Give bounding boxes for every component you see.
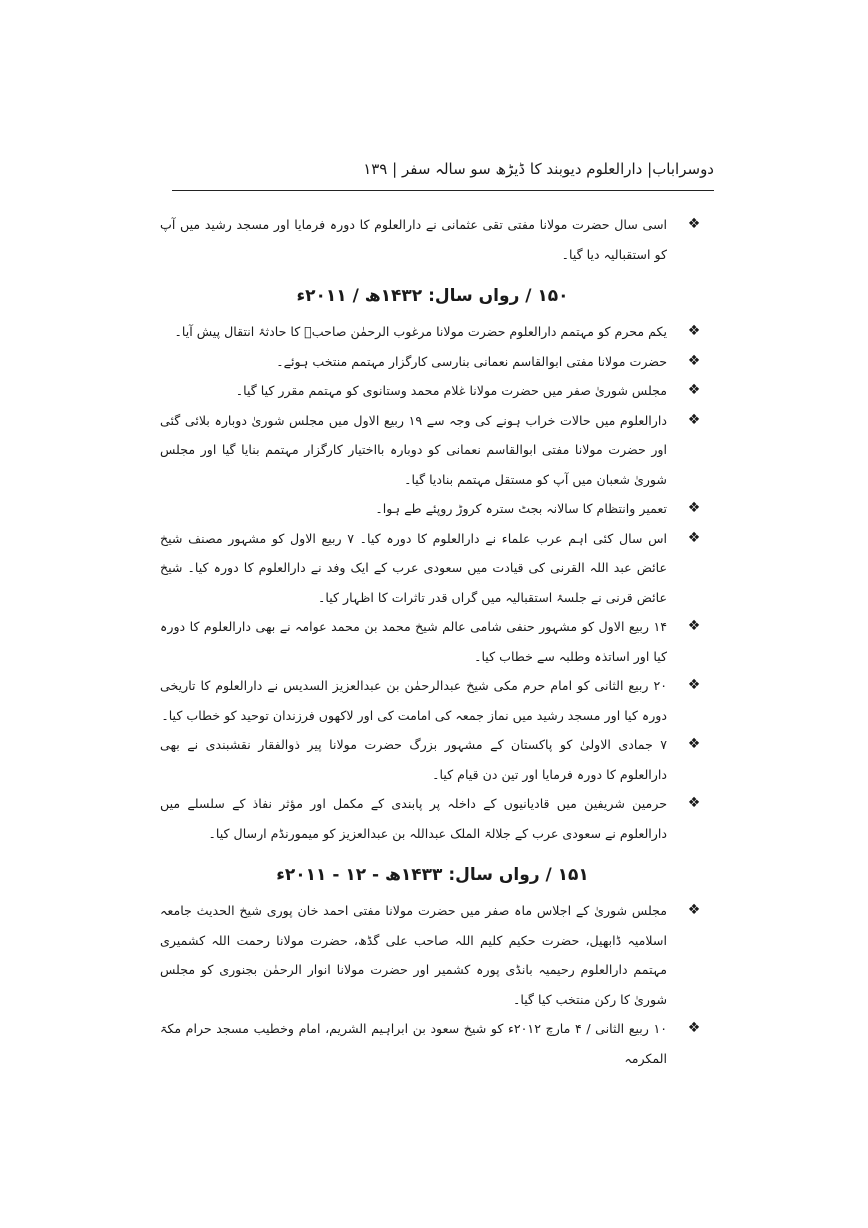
- list-item: ❖ حرمین شریفین میں قادیانیوں کے داخلہ پر پابندی کے مکمل اور مؤثر نفاذ کے سلسلے میں دارالعلوم نے سعودی عرب کے جلالۃ الملک عبداللہ بن عبدالعزیز کو میمورنڈم ارسال کیا۔: [160, 789, 705, 848]
- list-item: ❖ اس سال کئی اہم عرب علماء نے دارالعلوم کا دورہ کیا۔ ۷ ربیع الاول کو مشہور مصنف شیخ عائض عبد اللہ القرنی کی قیادت میں سعودی عرب کے ایک وفد نے دارالعلوم کا دورہ کیا۔ شیخ عائض قرنی نے جلسۂ استقبالیہ میں گراں قدر تاثرات کا اظہار کیا۔: [160, 524, 705, 613]
- diamond-bullet-icon: ❖: [687, 500, 701, 516]
- list-item: ❖ مجلس شوریٰ صفر میں حضرت مولانا غلام محمد وستانوی کو مہتمم مقرر کیا گیا۔: [160, 376, 705, 406]
- diamond-bullet-icon: ❖: [687, 902, 701, 918]
- list-item: ❖ ۲۰ ربیع الثانی کو امام حرم مکی شیخ عبدالرحمٰن بن عبدالعزیز السدیس نے دارالعلوم کا تاریخی دورہ کیا اور مسجد رشید میں نماز جمعہ کی امامت کی اور لاکھوں فرزندان توحید کو خطاب کیا۔: [160, 671, 705, 730]
- list-item: ❖ ۱۴ ربیع الاول کو مشہور حنفی شامی عالم شیخ محمد بن محمد عوامہ نے بھی دارالعلوم کا دورہ کیا اور اساتذہ وطلبہ سے خطاب کیا۔: [160, 612, 705, 671]
- list-item: ❖ دارالعلوم میں حالات خراب ہونے کی وجہ سے ۱۹ ربیع الاول میں مجلس شوریٰ دوبارہ بلائی گئی اور حضرت مولانا مفتی ابوالقاسم نعمانی کو دوبارہ بااختیار کارگزار مہتمم بنایا گیا اور مجلس شوریٰ شعبان میں آپ کو مستقل مہتمم بنادیا گیا۔: [160, 406, 705, 495]
- section-heading: ۱۵۰ / رواں سال: ۱۴۳۲ھ / ۲۰۱۱ء: [296, 286, 569, 306]
- diamond-bullet-icon: ❖: [687, 1020, 701, 1036]
- diamond-bullet-icon: ❖: [687, 323, 701, 339]
- diamond-bullet-icon: ❖: [687, 736, 701, 752]
- diamond-bullet-icon: ❖: [687, 382, 701, 398]
- diamond-bullet-icon: ❖: [687, 677, 701, 693]
- diamond-bullet-icon: ❖: [687, 216, 701, 232]
- list-item: ❖ اسی سال حضرت مولانا مفتی تقی عثمانی نے دارالعلوم کا دورہ فرمایا اور مسجد رشید میں آپ کو استقبالیہ دیا گیا۔: [160, 210, 705, 269]
- list-item: ❖ یکم محرم کو مہتمم دارالعلوم حضرت مولانا مرغوب الرحمٰن صاحبؒ کا حادثۂ انتقال پیش آیا۔: [160, 317, 705, 347]
- diamond-bullet-icon: ❖: [687, 352, 701, 369]
- diamond-bullet-icon: ❖: [687, 529, 701, 546]
- list-item: ❖ مجلس شوریٰ کے اجلاس ماہ صفر میں حضرت مولانا مفتی احمد خان پوری شیخ الحدیث جامعہ اسلامیہ ڈابھیل، حضرت حکیم کلیم اللہ صاحب علی گڈھ، حضرت مولانا رحمت اللہ کشمیری مہتمم دارالعلوم رحیمیہ بانڈی پورہ کشمیر اور حضرت مولانا انوار الرحمٰن بجنوری کو مجلس شوریٰ کا رکن منتخب کیا گیا۔: [160, 896, 705, 1014]
- diamond-bullet-icon: ❖: [687, 411, 701, 428]
- list-item: ❖ ۷ جمادی الاولیٰ کو پاکستان کے مشہور بزرگ حضرت مولانا پیر ذوالفقار نقشبندی نے بھی دارالعلوم کا دورہ فرمایا اور تین دن قیام کیا۔: [160, 730, 705, 789]
- list-item: ❖ حضرت مولانا مفتی ابوالقاسم نعمانی بنارسی کارگزار مہتمم منتخب ہوئے۔: [160, 347, 705, 377]
- list-item: ❖ تعمیر وانتظام کا سالانہ بجٹ سترہ کروڑ روپئے طے ہوا۔: [160, 494, 705, 524]
- running-header: دوسراباب| دارالعلوم دیوبند کا ڈیڑھ سو سالہ سفر | ۱۳۹: [363, 160, 714, 178]
- header-divider: [172, 190, 714, 191]
- list-item: ❖ ۱۰ ربیع الثانی / ۴ مارچ ۲۰۱۲ء کو شیخ سعود بن ابراہیم الشریم، امام وخطیب مسجد حرام مکۃ المکرمہ: [160, 1014, 705, 1073]
- diamond-bullet-icon: ❖: [687, 618, 701, 634]
- section-heading: ۱۵۱ / رواں سال: ۱۴۳۳ھ - ۱۲ - ۲۰۱۱ء: [276, 865, 589, 885]
- diamond-bullet-icon: ❖: [687, 795, 701, 811]
- page-content: [160, 210, 705, 1073]
